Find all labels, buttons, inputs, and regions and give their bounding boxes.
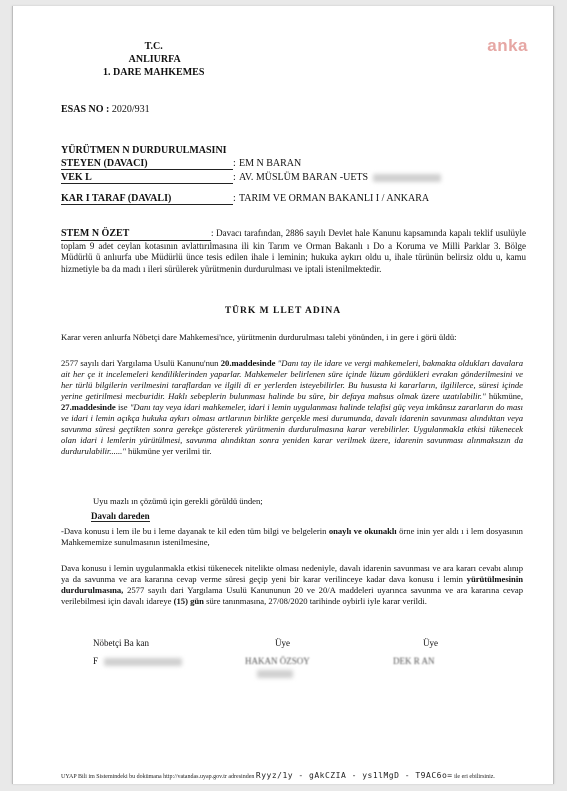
decision-days: (15) gün	[173, 596, 204, 606]
signature-chair-name	[93, 656, 182, 666]
request-text: -Dava konusu i lem ile bu i leme dayanak te kil eden tüm bilgi ve belgelerin	[61, 526, 327, 536]
signature-member1-name: HAKAN ÖZSOY	[245, 656, 310, 666]
law-text: ise	[115, 402, 128, 412]
party-row-attorney: VEK L : AV. MÜSLÜM BARAN -UETS	[61, 172, 441, 184]
party-value: AV. MÜSLÜM BARAN -UETS	[239, 172, 369, 183]
request-bold: onaylı ve okunaklı	[328, 526, 397, 536]
law-article-20: 20.maddesinde	[220, 358, 276, 368]
request-summary: STEM N ÖZET : Davacı tarafından, 2886 sayılı Devlet hale Kanunu kapsamında kapalı teklif usulüyle toplam 9 adet ceylan kotasının avlattırılmasına ili kin Tarım ve Orman Bakanlı ı Do a Koruma ve Milli Parklar 3. Bölge Müdürlü ü anlıurfa ube Müdürlü ünce tesis edilen ihale i leminin; hukuka aykırı oldu u, ihale türünün belirsiz oldu u, kamu hizmetiyle ba da madı ı ileri sürülerek yürütmenin durdurulması ve iptali istenilmektedir.	[61, 228, 526, 274]
header-country: T.C.	[144, 41, 163, 52]
subhead-text: Davalı dareden	[91, 511, 150, 521]
signature-member1-role: Üye	[275, 638, 290, 648]
party-value: TARIM VE ORMAN BAKANLI I / ANKARA	[239, 193, 430, 204]
law-text: 2577 sayılı dari Yargılama Usulü Kanunu'nun	[61, 358, 219, 368]
decision-text: Dava konusu i lemin uygulanmakla etkisi tükenecek nitelikte olması nedeniyle, davalı idarenin savunması ve ara kararı cevabı alınıp ya da savunma ve ara kararına cevap verme süresi geçip yeni bir karar verilinceye kadar dava konusu i lemin	[61, 563, 523, 584]
paragraph-intro: Karar veren anlıurfa Nöbetçi dare Mahkemesi'nce, yürütmenin durdurulması talebi yönünden, i in gere i görü üldü:	[61, 332, 457, 342]
signature-member2-name: DEK R AN	[393, 656, 435, 666]
party-label: STEYEN (DAVACI)	[61, 158, 233, 170]
case-number-value: 2020/931	[111, 104, 150, 115]
party-label: KAR I TARAF (DAVALI)	[61, 193, 233, 205]
header-city: ANLIURFA	[128, 54, 181, 65]
law-text: hükmüne,	[485, 391, 524, 401]
paragraph-decision	[61, 563, 523, 607]
footer-tail: ile eri ebilirsiniz.	[454, 774, 495, 780]
law-text: hükmüne yer verilmi tir.	[125, 446, 212, 456]
paragraph-request	[61, 526, 523, 548]
decision-text: süre tanınmasına, 27/08/2020 tarihinde oybirli iyle karar verildi.	[203, 596, 427, 606]
summary-label: STEM N ÖZET	[61, 228, 211, 241]
judgment-heading: TÜRK M LLET ADINA	[224, 306, 342, 316]
signature-member2-role: Üye	[423, 638, 438, 648]
uyap-footer	[61, 771, 495, 780]
law-quote-27: "Danı tay veya idari mahkemeler, idari i lemin uygulanması halinde telafisi güç veya imkânsız zararların do ması ve idari i lemin açıkça hukuka aykırı olması artlarının birlikte gerçekle mesi durumunda, davalı idarenin savunması alındıktan veya savunma süresi geçtikten sonra gerekçe göstererek yürütmenin durdurulmasına karar verebilirler. Uygulanmakla etkisi tükenecek olan idari i lemlerin yürütülmesi, savunma alındıktan sonra yeniden karar verilmek üzere, idarenin savunması alınmaksızın da durdurulabilir......"	[61, 402, 524, 456]
anka-watermark-logo: anka	[487, 36, 528, 55]
summary-text: Davacı tarafından, 2886 sayılı Devlet hale Kanunu kapsamında kapalı teklif usulüyle toplam 9 adet ceylan kotasının avlattırılmasına ili kin Tarım ve Orman Bakanlı ı Do a Koruma ve Milli Parklar 3. Bölge Müdürlü ü anlıurfa ube Müdürlü ünce tesis edilen ihale i leminin; hukuka aykırı oldu u, ihale türünün belirsiz oldu u, kamu hizmetiyle ba da madı ı ileri sürülerek yürütmenin durdurulması ve iptali istenilmektedir.	[61, 228, 526, 274]
header-court: 1. DARE MAHKEMES	[103, 67, 205, 78]
request-text: örne inin yer aldı ı i lem dosyasının Mahkememize sunulmasının istenilmesine,	[61, 526, 523, 547]
document-page	[12, 6, 554, 784]
paragraph-dispute: Uyu mazlı ın çözümü için gerekli görüldü ünden;	[93, 496, 263, 506]
law-article-27: 27.maddesinde	[61, 402, 116, 412]
footer-verification-code: Ryyz/1y - gAkCZIA - ys1lMgD - T9AC6o=	[255, 771, 453, 780]
redacted-block	[373, 174, 441, 182]
section-title: YÜRÜTMEN N DURDURULMASINI	[61, 145, 227, 156]
signature-name-text: F	[93, 656, 99, 666]
redacted-block	[257, 670, 293, 678]
footer-text: UYAP Bili im Sistemindeki bu dokümana http://vatandas.uyap.gov.tr adresinden	[61, 774, 255, 780]
case-number	[61, 104, 150, 115]
decision-text: 2577 sayılı dari Yargılama Usulü Kanununun 20 ve 20/A maddeleri uyarınca savunma ve ara kararına cevap verilebilmesi için davalı idareye	[61, 585, 523, 606]
decision-bold: yürütülmesinin durdurulmasına,	[61, 574, 523, 595]
defendant-subhead	[91, 511, 150, 522]
redacted-block	[104, 658, 182, 666]
document-header	[103, 40, 205, 79]
paragraph-law	[61, 358, 523, 457]
signature-chair-role: Nöbetçi Ba kan	[93, 638, 149, 648]
party-row-defendant: KAR I TARAF (DAVALI) : TARIM VE ORMAN BAKANLI I / ANKARA	[61, 193, 430, 204]
party-value: EM N BARAN	[239, 158, 302, 169]
party-label: VEK L	[61, 172, 233, 184]
party-row-plaintiff: STEYEN (DAVACI) : EM N BARAN	[61, 158, 302, 169]
law-quote-20: "Danı tay ile idare ve vergi mahkemeleri, bakmakta oldukları davalara ait her çe it incelemeleri kendiliklerinden yaparlar. Mahkemeler belirlenen süre içinde lüzum gördükleri evrakın gönderilmesini ve her türlü bilgilerin verilmesini taraflardan ve ilgili di er yerlerden isteyebilirler. Bu hususta ki kararların, ilgililerce, süresi içinde yerine getirilmesi mecburidir. Haklı sebeplerin bulunması halinde bu süre, bir defaya mahsus olmak üzere uzatılabilir."	[61, 358, 523, 401]
case-number-label: ESAS NO :	[61, 104, 110, 115]
